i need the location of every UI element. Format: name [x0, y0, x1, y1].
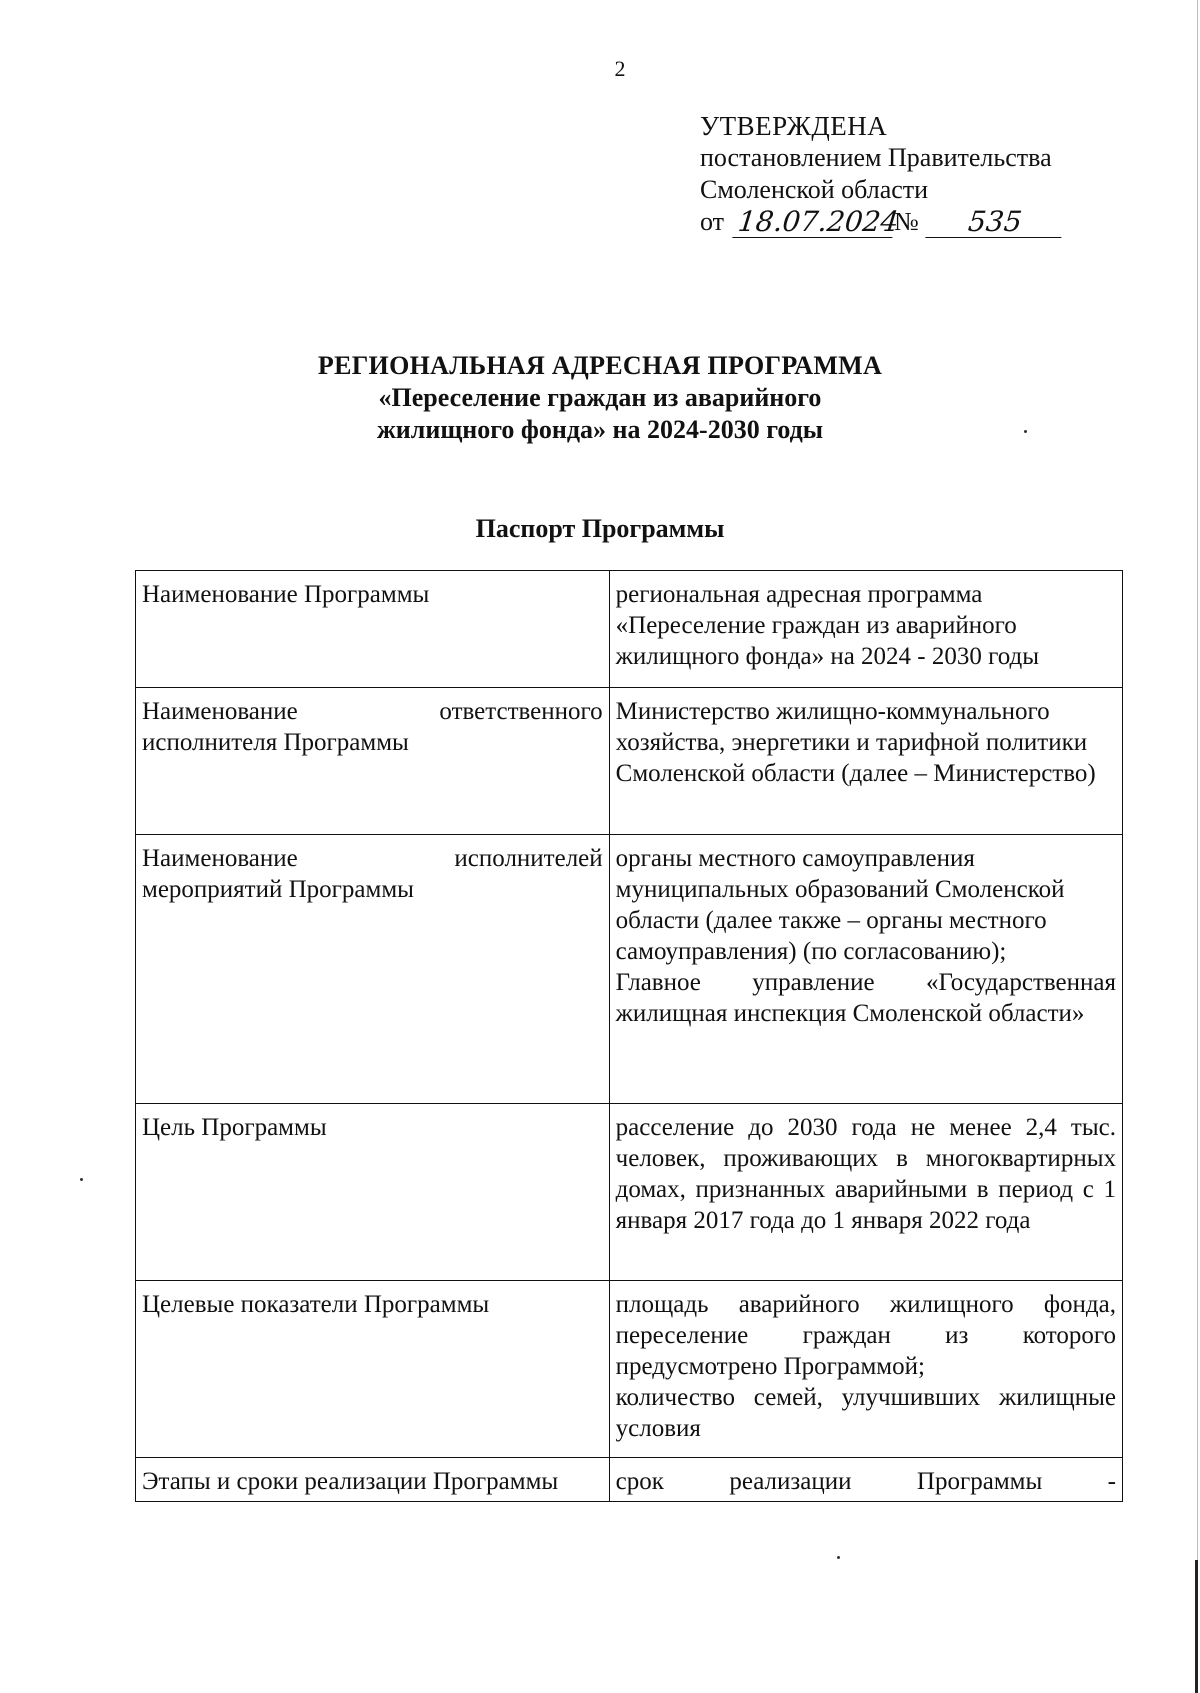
row-value — [609, 1104, 1122, 1281]
row-value — [609, 571, 1122, 688]
table-row — [136, 835, 1123, 1104]
row-label — [136, 571, 610, 688]
approval-block — [700, 110, 1063, 238]
row-value-text: срок реализации Программы - — [615, 1468, 1116, 1495]
approval-date-line — [700, 206, 1063, 238]
row-label-text: исполнителя Программы — [142, 729, 409, 756]
table-row — [136, 688, 1123, 835]
row-label-text: Цель Программы — [142, 1114, 327, 1141]
row-value-text: площадь аварийного жилищного фонда, переселение граждан из которого предусмотрено Программой; — [615, 1291, 1116, 1380]
row-label-text: Наименование ответственного — [142, 698, 603, 725]
table-row — [136, 1458, 1123, 1502]
row-value-text: региональная адресная программа «Переселение граждан из аварийного жилищного фонда» на 2024 - 2030 годы — [615, 581, 1040, 670]
row-label — [136, 688, 610, 835]
date-prefix: от — [700, 207, 725, 236]
title-line-2: «Переселение граждан из аварийного — [378, 383, 822, 412]
row-label-text: Наименование Программы — [142, 581, 430, 608]
passport-heading: Паспорт Программы — [475, 514, 725, 543]
row-label — [136, 1281, 610, 1458]
table-row — [136, 1281, 1123, 1458]
row-label — [136, 835, 610, 1104]
scan-speck — [1024, 430, 1027, 433]
handwritten-number: 535 — [925, 207, 1064, 238]
row-value-text: органы местного самоуправления муниципальных образований Смоленской области (далее также – органы местного самоуправления) (по согласованию); — [615, 845, 1065, 965]
row-value-text: Главное управление «Государственная жилищная инспекция Смоленской области» — [615, 969, 1116, 1027]
row-label-text: мероприятий Программы — [142, 876, 414, 903]
passport-table — [135, 570, 1123, 1502]
title-line-3: жилищного фонда» на 2024-2030 годы — [376, 415, 824, 444]
scan-speck — [80, 1178, 83, 1181]
table-row — [136, 571, 1123, 688]
row-label-text: Целевые показатели Программы — [142, 1291, 490, 1318]
row-value — [609, 835, 1122, 1104]
approval-line-2: Смоленской области — [700, 175, 929, 204]
title-line-1: РЕГИОНАЛЬНАЯ АДРЕСНАЯ ПРОГРАММА — [317, 351, 883, 380]
row-label — [136, 1104, 610, 1281]
page-number: 2 — [614, 56, 626, 81]
document-title — [0, 350, 1200, 446]
row-label-text: Этапы и сроки реализации Программы — [142, 1468, 559, 1495]
approval-stamp: УТВЕРЖДЕНА — [700, 111, 888, 141]
row-value-text: количество семей, улучшивших жилищные условия — [615, 1384, 1116, 1442]
handwritten-date: 18.07.2024 — [732, 207, 895, 238]
scan-edge-mark — [1195, 1560, 1198, 1693]
row-label — [136, 1458, 610, 1502]
table-row — [136, 1104, 1123, 1281]
row-label-text: Наименование исполнителей — [142, 845, 603, 872]
row-value — [609, 1458, 1122, 1502]
row-value — [609, 688, 1122, 835]
scan-speck — [837, 1556, 840, 1559]
row-value — [609, 1281, 1122, 1458]
number-prefix: № — [894, 207, 919, 236]
scan-edge-line — [1197, 0, 1198, 1693]
row-value-text: расселение до 2030 года не менее 2,4 тыс. человек, проживающих в многоквартирных домах, признанных аварийными в период с 1 января 2017 года до 1 января 2022 года — [615, 1114, 1116, 1234]
row-value-text: Министерство жилищно-коммунального хозяйства, энергетики и тарифной политики Смоленской области (далее – Министерство) — [615, 698, 1096, 787]
approval-line-1: постановлением Правительства — [700, 143, 1052, 172]
